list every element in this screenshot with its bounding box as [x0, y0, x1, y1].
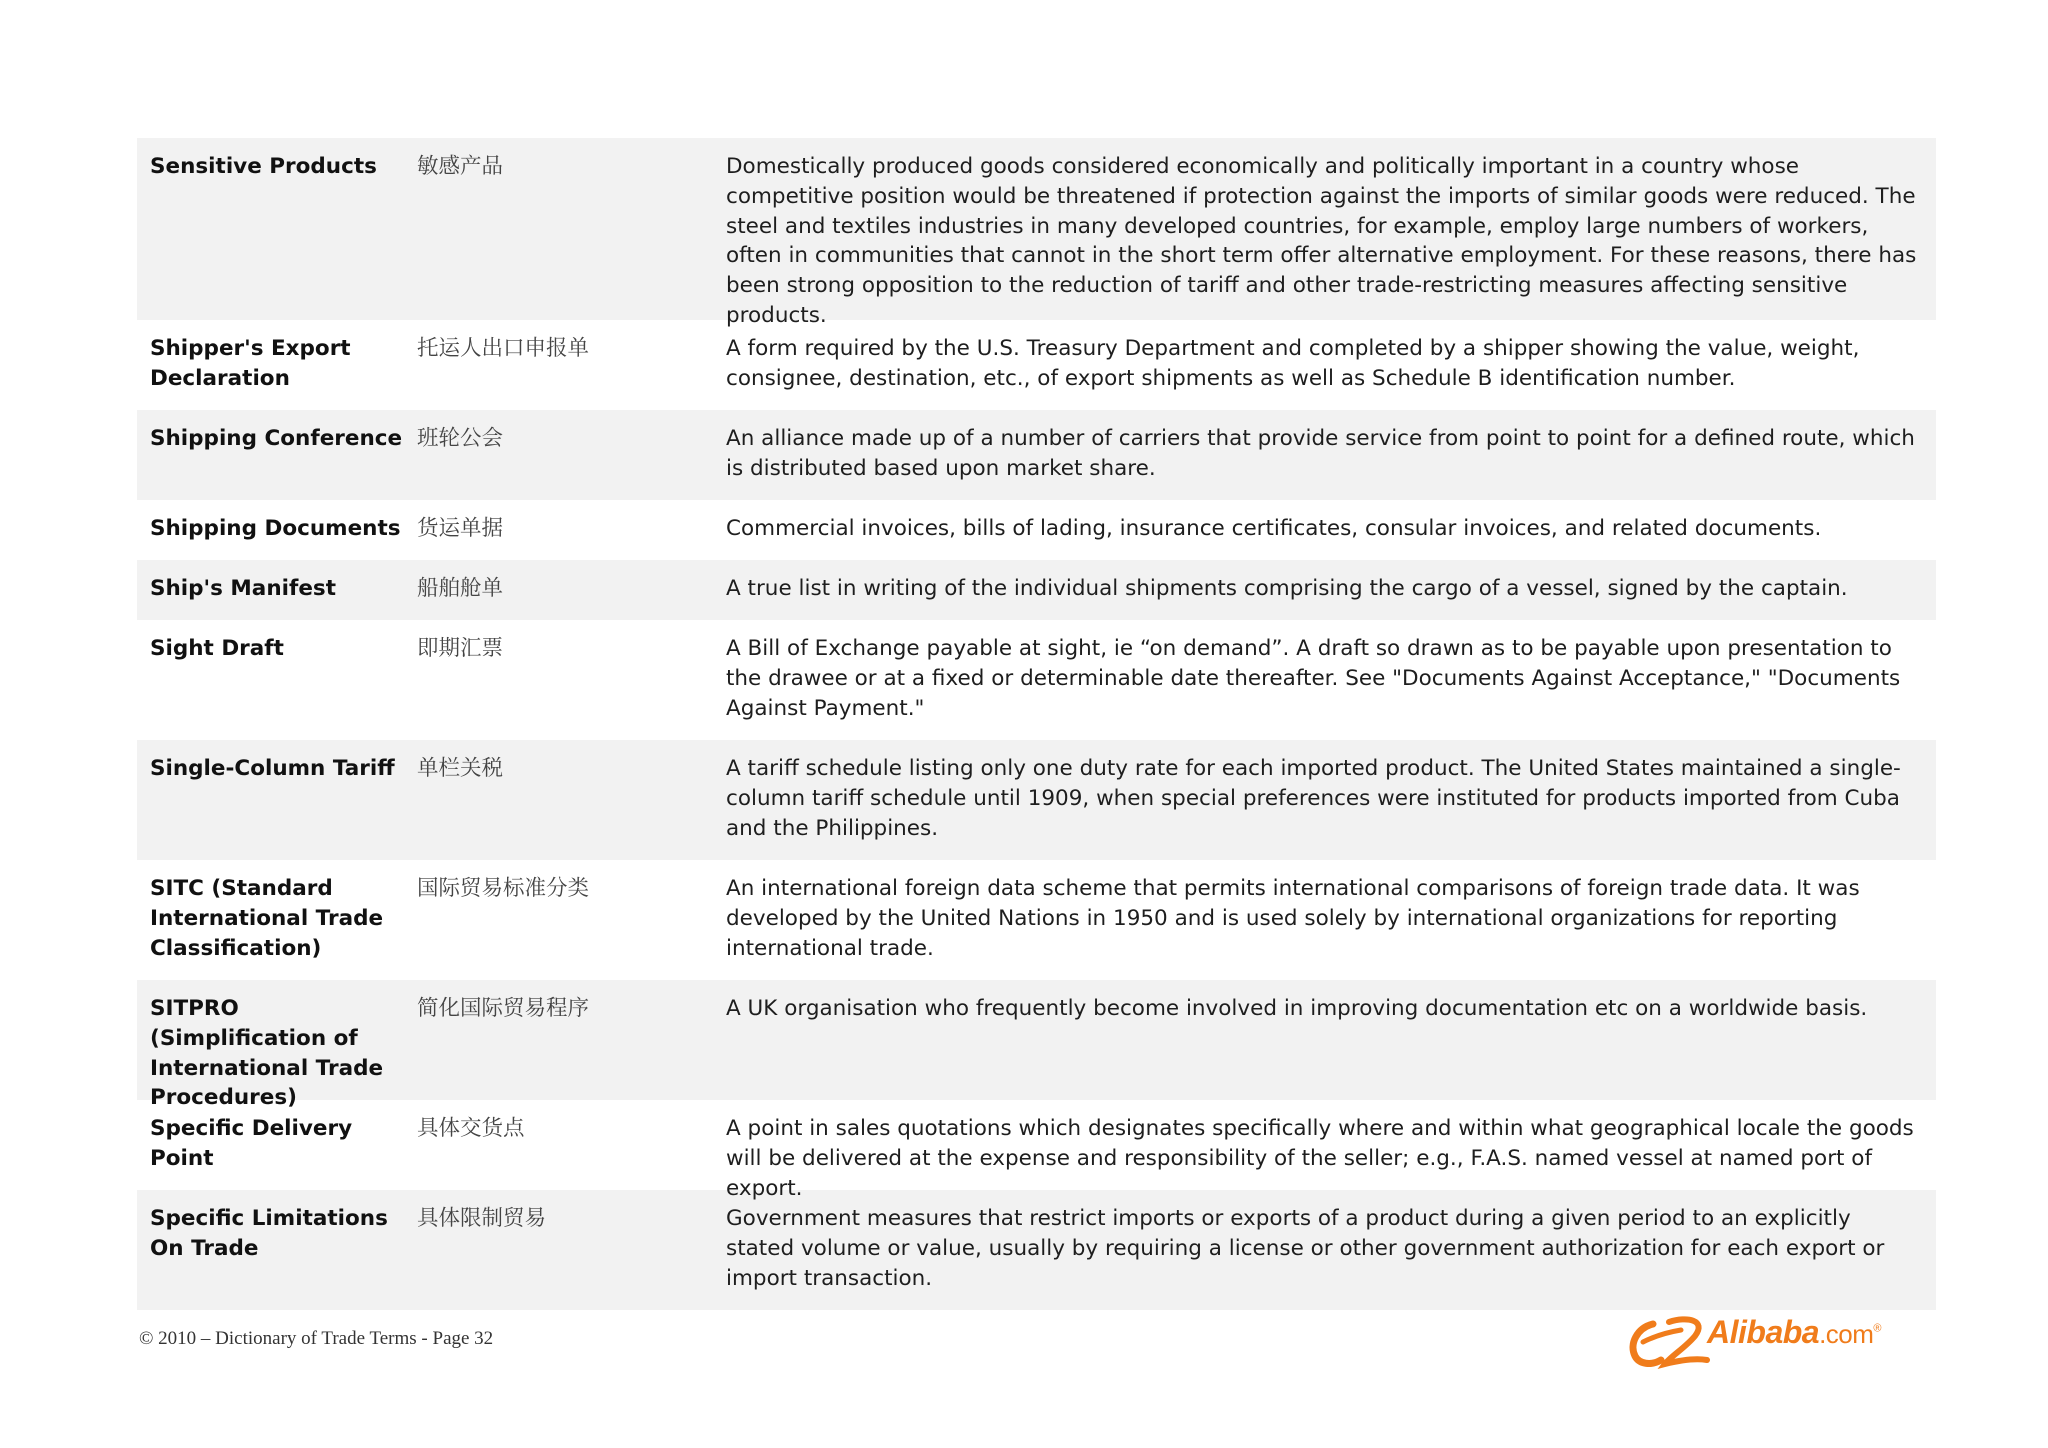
term: Shipping Documents	[150, 516, 401, 541]
term: Ship's Manifest	[150, 576, 337, 601]
logo-registered-mark: ®	[1873, 1322, 1882, 1335]
chinese-term: 货运单据	[417, 516, 504, 541]
term: Shipper's Export Declaration	[150, 336, 351, 391]
chinese-term: 即期汇票	[417, 636, 504, 661]
alibaba-swoosh-icon	[1625, 1310, 1715, 1374]
chinese-term: 敏感产品	[417, 154, 504, 179]
term: Specific Limitations On Trade	[150, 1206, 388, 1261]
alibaba-logo	[1625, 1310, 1925, 1370]
term: SITPRO (Simplification of International Trade Procedures)	[150, 996, 384, 1111]
term: Shipping Conference	[150, 426, 403, 451]
glossary-row	[137, 560, 1936, 620]
chinese-term: 国际贸易标准分类	[417, 876, 590, 901]
definition: A true list in writing of the individual shipments comprising the cargo of a vessel, signed by the captain.	[726, 576, 1848, 601]
term: Specific Delivery Point	[150, 1116, 353, 1171]
definition: A UK organisation who frequently become involved in improving documentation etc on a worldwide basis.	[726, 996, 1868, 1021]
term: SITC (Standard International Trade Classification)	[150, 876, 384, 961]
term: Sight Draft	[150, 636, 284, 661]
glossary-row	[137, 1190, 1936, 1310]
glossary-row	[137, 138, 1936, 328]
definition: A tariff schedule listing only one duty rate for each imported product. The United States maintained a single-column tariff schedule until 1909, when special preferences were instituted for products imported from Cuba and the Philippines.	[726, 756, 1901, 841]
definition: A Bill of Exchange payable at sight, ie “on demand”. A draft so drawn as to be payable upon presentation to the drawee or at a fixed or determinable date thereafter. See "Documents Against Acceptance," "Documents Against Payment."	[726, 636, 1901, 721]
definition: An alliance made up of a number of carriers that provide service from point to point for a defined route, which is distributed based upon market share.	[726, 426, 1915, 481]
glossary-row	[137, 740, 1936, 860]
logo-wordmark	[1707, 1314, 1881, 1351]
glossary-row	[137, 320, 1936, 410]
chinese-term: 单栏关税	[417, 756, 504, 781]
definition: Government measures that restrict imports or exports of a product during a given period to an explicitly stated volume or value, usually by requiring a license or other government authorization for each export or import transaction.	[726, 1206, 1885, 1291]
definition: A point in sales quotations which designates specifically where and within what geographical locale the goods will be delivered at the expense and responsibility of the seller; e.g., F.A.S. named vessel at named port of export.	[726, 1116, 1914, 1201]
logo-suffix: .com	[1819, 1319, 1874, 1349]
definition: An international foreign data scheme that permits international comparisons of foreign trade data. It was developed by the United Nations in 1950 and is used solely by international organizations for reporting international trade.	[726, 876, 1860, 961]
glossary-row	[137, 410, 1936, 500]
page-footer: © 2010 – Dictionary of Trade Terms - Page 32	[139, 1328, 494, 1349]
definition: A form required by the U.S. Treasury Department and completed by a shipper showing the value, weight, consignee, destination, etc., of export shipments as well as Schedule B identification number.	[726, 336, 1860, 391]
glossary-table	[137, 138, 1936, 1310]
definition: Commercial invoices, bills of lading, insurance certificates, consular invoices, and related documents.	[726, 516, 1822, 541]
chinese-term: 具体限制贸易	[417, 1206, 547, 1231]
term: Single-Column Tariff	[150, 756, 395, 781]
definition: Domestically produced goods considered economically and politically important in a country whose competitive position would be threatened if protection against the imports of similar goods were reduced. The steel and textiles industries in many developed countries, for example, employ large numbers of workers, often in communities that cannot in the short term offer alternative employment. For these reasons, there has been strong opposition to the reduction of tariff and other trade-restricting measures affecting sensitive products.	[726, 154, 1917, 328]
term: Sensitive Products	[150, 154, 377, 179]
glossary-row	[137, 980, 1936, 1111]
glossary-row	[137, 500, 1936, 560]
glossary-row	[137, 1100, 1936, 1201]
glossary-row	[137, 860, 1936, 980]
logo-brand: Alibaba	[1707, 1314, 1820, 1350]
chinese-term: 班轮公会	[417, 426, 504, 451]
chinese-term: 船舶舱单	[417, 576, 504, 601]
glossary-row	[137, 620, 1936, 740]
chinese-term: 托运人出口申报单	[417, 336, 590, 361]
chinese-term: 简化国际贸易程序	[417, 996, 590, 1021]
chinese-term: 具体交货点	[417, 1116, 525, 1141]
